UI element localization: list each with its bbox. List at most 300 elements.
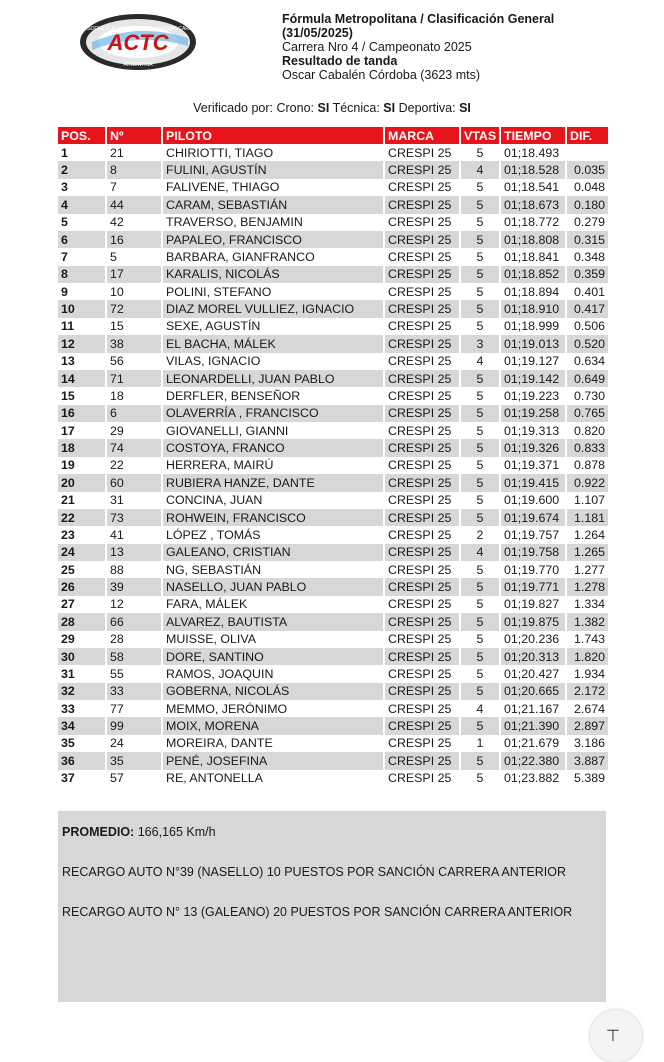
document-date: (31/05/2025)	[282, 26, 353, 40]
cell-vtas: 5	[460, 283, 500, 300]
cell-tiempo: 01;18.528	[500, 161, 566, 178]
cell-num: 55	[106, 665, 162, 682]
cell-vtas: 5	[460, 596, 500, 613]
cell-marca: CRESPI 25	[384, 526, 460, 543]
cell-marca: CRESPI 25	[384, 631, 460, 648]
table-row	[58, 648, 608, 665]
cell-tiempo: 01;18.808	[500, 231, 566, 248]
cell-marca: CRESPI 25	[384, 752, 460, 769]
cell-pos: 30	[58, 648, 106, 665]
cell-marca: CRESPI 25	[384, 544, 460, 561]
cell-dif: 0.417	[566, 300, 608, 317]
cell-num: 18	[106, 387, 162, 404]
cell-num: 31	[106, 492, 162, 509]
cell-tiempo: 01;21.679	[500, 735, 566, 752]
cell-pos: 1	[58, 144, 106, 161]
cell-num: 16	[106, 231, 162, 248]
cell-pos: 25	[58, 561, 106, 578]
cell-marca: CRESPI 25	[384, 179, 460, 196]
cell-tiempo: 01;22.380	[500, 752, 566, 769]
table-row	[58, 596, 608, 613]
cell-tiempo: 01;21.390	[500, 717, 566, 734]
cell-dif: 0.180	[566, 196, 608, 213]
cell-vtas: 5	[460, 474, 500, 491]
cell-tiempo: 01;19.875	[500, 613, 566, 630]
cell-pos: 12	[58, 335, 106, 352]
cell-pos: 10	[58, 300, 106, 317]
cell-pos: 17	[58, 422, 106, 439]
cell-pos: 11	[58, 318, 106, 335]
table-row	[58, 214, 608, 231]
cell-marca: CRESPI 25	[384, 457, 460, 474]
recargo-note-2: RECARGO AUTO N° 13 (GALEANO) 20 PUESTOS POR SANCIÓN CARRERA ANTERIOR	[62, 905, 573, 919]
cell-vtas: 5	[460, 717, 500, 734]
cell-pos: 6	[58, 231, 106, 248]
cell-marca: CRESPI 25	[384, 613, 460, 630]
cell-vtas: 4	[460, 353, 500, 370]
cell-vtas: 5	[460, 457, 500, 474]
table-row	[58, 683, 608, 700]
cell-piloto: RAMOS, JOAQUIN	[162, 665, 384, 682]
cell-dif: 0.730	[566, 387, 608, 404]
table-row	[58, 179, 608, 196]
cell-num: 6	[106, 405, 162, 422]
cell-piloto: DORE, SANTINO	[162, 648, 384, 665]
cell-dif: 0.520	[566, 335, 608, 352]
cell-marca: CRESPI 25	[384, 717, 460, 734]
cell-vtas: 5	[460, 422, 500, 439]
cell-piloto: MEMMO, JERÓNIMO	[162, 700, 384, 717]
cell-marca: CRESPI 25	[384, 578, 460, 595]
cell-dif: 1.382	[566, 613, 608, 630]
cell-piloto: MOIX, MORENA	[162, 717, 384, 734]
table-row	[58, 422, 608, 439]
cell-dif: 1.107	[566, 492, 608, 509]
cell-pos: 14	[58, 370, 106, 387]
cell-vtas: 5	[460, 631, 500, 648]
cell-marca: CRESPI 25	[384, 700, 460, 717]
cell-dif: 0.634	[566, 353, 608, 370]
cell-tiempo: 01;20.427	[500, 665, 566, 682]
cell-vtas: 5	[460, 266, 500, 283]
cell-piloto: HERRERA, MAIRÚ	[162, 457, 384, 474]
cell-marca: CRESPI 25	[384, 735, 460, 752]
cell-num: 66	[106, 613, 162, 630]
cell-dif: 1.264	[566, 526, 608, 543]
svg-text:ASOCIACION CORREDORES TURISMO: ASOCIACION CORREDORES TURISMO CARRETERA	[84, 26, 210, 32]
cell-vtas: 5	[460, 405, 500, 422]
cell-num: 60	[106, 474, 162, 491]
cell-pos: 22	[58, 509, 106, 526]
cell-num: 57	[106, 770, 162, 787]
cell-vtas: 5	[460, 683, 500, 700]
cell-pos: 18	[58, 439, 106, 456]
race-info: Carrera Nro 4 / Campeonato 2025	[282, 40, 472, 54]
cell-piloto: NG, SEBASTIÁN	[162, 561, 384, 578]
cell-dif: 0.649	[566, 370, 608, 387]
cell-tiempo: 01;19.013	[500, 335, 566, 352]
table-row	[58, 544, 608, 561]
cell-tiempo: 01;18.894	[500, 283, 566, 300]
cell-dif: 1.277	[566, 561, 608, 578]
cell-num: 28	[106, 631, 162, 648]
cell-dif: 2.897	[566, 717, 608, 734]
cell-num: 56	[106, 353, 162, 370]
cell-pos: 4	[58, 196, 106, 213]
cell-pos: 23	[58, 526, 106, 543]
cell-vtas: 5	[460, 509, 500, 526]
cell-vtas: 4	[460, 700, 500, 717]
cell-piloto: NASELLO, JUAN PABLO	[162, 578, 384, 595]
recargo-note-1: RECARGO AUTO N°39 (NASELLO) 10 PUESTOS POR SANCIÓN CARRERA ANTERIOR	[62, 865, 566, 879]
cell-piloto: KARALIS, NICOLÁS	[162, 266, 384, 283]
table-row	[58, 231, 608, 248]
cell-vtas: 5	[460, 144, 500, 161]
cell-dif: 3.887	[566, 752, 608, 769]
cell-piloto: FARA, MÁLEK	[162, 596, 384, 613]
cell-tiempo: 01;19.371	[500, 457, 566, 474]
cell-vtas: 5	[460, 318, 500, 335]
cell-dif: 1.820	[566, 648, 608, 665]
cell-piloto: LÓPEZ , TOMÁS	[162, 526, 384, 543]
table-row	[58, 561, 608, 578]
cell-marca: CRESPI 25	[384, 474, 460, 491]
cell-marca: CRESPI 25	[384, 335, 460, 352]
cell-num: 99	[106, 717, 162, 734]
cell-tiempo: 01;18.841	[500, 248, 566, 265]
cell-piloto: CONCINA, JUAN	[162, 492, 384, 509]
cell-pos: 5	[58, 214, 106, 231]
cell-pos: 36	[58, 752, 106, 769]
table-row	[58, 300, 608, 317]
cell-pos: 2	[58, 161, 106, 178]
cell-num: 41	[106, 526, 162, 543]
cell-vtas: 5	[460, 770, 500, 787]
cell-num: 73	[106, 509, 162, 526]
cell-pos: 28	[58, 613, 106, 630]
cell-pos: 31	[58, 665, 106, 682]
svg-text:ACTC: ACTC	[107, 30, 169, 55]
cell-tiempo: 01;19.223	[500, 387, 566, 404]
cell-vtas: 5	[460, 492, 500, 509]
cell-num: 39	[106, 578, 162, 595]
table-row	[58, 492, 608, 509]
cell-dif: 5.389	[566, 770, 608, 787]
cell-vtas: 5	[460, 248, 500, 265]
table-row	[58, 318, 608, 335]
cell-pos: 35	[58, 735, 106, 752]
cell-vtas: 2	[460, 526, 500, 543]
cell-tiempo: 01;20.665	[500, 683, 566, 700]
col-header-piloto: PILOTO	[162, 127, 384, 144]
cell-marca: CRESPI 25	[384, 353, 460, 370]
cell-dif: 0.315	[566, 231, 608, 248]
cell-dif: 2.674	[566, 700, 608, 717]
table-row	[58, 700, 608, 717]
cell-tiempo: 01;18.541	[500, 179, 566, 196]
cell-vtas: 5	[460, 561, 500, 578]
cell-num: 44	[106, 196, 162, 213]
table-row	[58, 161, 608, 178]
table-row	[58, 335, 608, 352]
cell-dif: 0.765	[566, 405, 608, 422]
cell-dif: 0.348	[566, 248, 608, 265]
cell-tiempo: 01;19.674	[500, 509, 566, 526]
cell-marca: CRESPI 25	[384, 422, 460, 439]
cell-tiempo: 01;19.142	[500, 370, 566, 387]
table-row	[58, 735, 608, 752]
cell-dif: 0.820	[566, 422, 608, 439]
document-header	[282, 12, 554, 82]
cell-pos: 16	[58, 405, 106, 422]
table-row	[58, 613, 608, 630]
cell-tiempo: 01;18.852	[500, 266, 566, 283]
cell-dif: 1.934	[566, 665, 608, 682]
cell-num: 33	[106, 683, 162, 700]
col-header-marca: MARCA	[384, 127, 460, 144]
cell-dif: 1.278	[566, 578, 608, 595]
cell-num: 8	[106, 161, 162, 178]
table-header-row	[58, 127, 608, 144]
cell-num: 21	[106, 144, 162, 161]
col-header-vtas: VTAS	[460, 127, 500, 144]
cell-tiempo: 01;19.771	[500, 578, 566, 595]
cell-vtas: 5	[460, 578, 500, 595]
col-header-tiempo: TIEMPO	[500, 127, 566, 144]
cell-piloto: GALEANO, CRISTIAN	[162, 544, 384, 561]
cell-num: 15	[106, 318, 162, 335]
col-header-pos: POS.	[58, 127, 106, 144]
cell-dif: 0.035	[566, 161, 608, 178]
cell-marca: CRESPI 25	[384, 248, 460, 265]
cell-vtas: 5	[460, 613, 500, 630]
table-row	[58, 387, 608, 404]
floating-action-button[interactable]	[590, 1010, 642, 1062]
cell-num: 12	[106, 596, 162, 613]
cell-marca: CRESPI 25	[384, 283, 460, 300]
cell-marca: CRESPI 25	[384, 144, 460, 161]
cell-pos: 15	[58, 387, 106, 404]
cell-piloto: POLINI, STEFANO	[162, 283, 384, 300]
cell-vtas: 1	[460, 735, 500, 752]
cell-pos: 26	[58, 578, 106, 595]
cell-piloto: CARAM, SEBASTIÁN	[162, 196, 384, 213]
cell-marca: CRESPI 25	[384, 770, 460, 787]
cell-dif: 1.265	[566, 544, 608, 561]
cell-vtas: 5	[460, 648, 500, 665]
table-row	[58, 665, 608, 682]
cell-tiempo: 01;18.673	[500, 196, 566, 213]
cell-vtas: 5	[460, 387, 500, 404]
cell-pos: 29	[58, 631, 106, 648]
cell-piloto: GOBERNA, NICOLÁS	[162, 683, 384, 700]
cell-marca: CRESPI 25	[384, 266, 460, 283]
table-row	[58, 509, 608, 526]
cell-tiempo: 01;19.600	[500, 492, 566, 509]
cell-piloto: LEONARDELLI, JUAN PABLO	[162, 370, 384, 387]
cell-vtas: 5	[460, 439, 500, 456]
cell-marca: CRESPI 25	[384, 370, 460, 387]
cell-vtas: 4	[460, 161, 500, 178]
cell-num: 74	[106, 439, 162, 456]
table-row	[58, 196, 608, 213]
table-row	[58, 770, 608, 787]
cell-num: 88	[106, 561, 162, 578]
cell-piloto: OLAVERRÍA , FRANCISCO	[162, 405, 384, 422]
cell-marca: CRESPI 25	[384, 231, 460, 248]
table-row	[58, 578, 608, 595]
cell-pos: 3	[58, 179, 106, 196]
cell-dif: 0.359	[566, 266, 608, 283]
document-title: Fórmula Metropolitana / Clasificación General	[282, 12, 555, 26]
cell-vtas: 5	[460, 370, 500, 387]
cell-num: 17	[106, 266, 162, 283]
cell-num: 38	[106, 335, 162, 352]
cell-pos: 37	[58, 770, 106, 787]
table-row	[58, 370, 608, 387]
cell-piloto: RUBIERA HANZE, DANTE	[162, 474, 384, 491]
cell-tiempo: 01;20.236	[500, 631, 566, 648]
cell-dif: 0.506	[566, 318, 608, 335]
cell-dif: 0.833	[566, 439, 608, 456]
cell-marca: CRESPI 25	[384, 665, 460, 682]
cell-piloto: CHIRIOTTI, TIAGO	[162, 144, 384, 161]
cell-pos: 7	[58, 248, 106, 265]
cell-dif: 0.401	[566, 283, 608, 300]
cell-marca: CRESPI 25	[384, 214, 460, 231]
cell-dif: 1.334	[566, 596, 608, 613]
cell-vtas: 5	[460, 214, 500, 231]
cell-num: 10	[106, 283, 162, 300]
cell-tiempo: 01;19.313	[500, 422, 566, 439]
cell-tiempo: 01;19.127	[500, 353, 566, 370]
cell-vtas: 4	[460, 544, 500, 561]
svg-text:ARGENTINA: ARGENTINA	[123, 62, 153, 68]
promedio-line	[62, 825, 602, 839]
track-info: Oscar Cabalén Córdoba (3623 mts)	[282, 68, 481, 82]
cell-pos: 27	[58, 596, 106, 613]
cell-tiempo: 01;20.313	[500, 648, 566, 665]
cell-num: 5	[106, 248, 162, 265]
cell-vtas: 5	[460, 179, 500, 196]
cell-piloto: SEXE, AGUSTÍN	[162, 318, 384, 335]
table-row	[58, 457, 608, 474]
cell-piloto: PENÉ, JOSEFINA	[162, 752, 384, 769]
cell-pos: 34	[58, 717, 106, 734]
col-header-dif: DIF.	[566, 127, 608, 144]
cell-vtas: 5	[460, 752, 500, 769]
cell-piloto: TRAVERSO, BENJAMIN	[162, 214, 384, 231]
cell-piloto: COSTOYA, FRANCO	[162, 439, 384, 456]
table-row	[58, 353, 608, 370]
cell-marca: CRESPI 25	[384, 300, 460, 317]
cell-tiempo: 01;19.827	[500, 596, 566, 613]
cell-tiempo: 01;19.770	[500, 561, 566, 578]
cell-marca: CRESPI 25	[384, 509, 460, 526]
cell-piloto: FULINI, AGUSTÍN	[162, 161, 384, 178]
cell-marca: CRESPI 25	[384, 648, 460, 665]
cell-dif: 0.048	[566, 179, 608, 196]
cell-piloto: VILAS, IGNACIO	[162, 353, 384, 370]
table-row	[58, 526, 608, 543]
promedio-value: 166,165 Km/h	[137, 825, 216, 839]
cell-dif: 0.279	[566, 214, 608, 231]
cell-num: 72	[106, 300, 162, 317]
cell-tiempo: 01;19.758	[500, 544, 566, 561]
verification-line: Verificado por: Crono: SI Técnica: SI Deportiva: SI	[193, 101, 471, 115]
cell-num: 35	[106, 752, 162, 769]
cell-marca: CRESPI 25	[384, 196, 460, 213]
cell-piloto: MUISSE, OLIVA	[162, 631, 384, 648]
cell-dif: 0.922	[566, 474, 608, 491]
cell-pos: 19	[58, 457, 106, 474]
table-row	[58, 144, 608, 161]
table-row	[58, 283, 608, 300]
cell-piloto: MOREIRA, DANTE	[162, 735, 384, 752]
cell-vtas: 5	[460, 231, 500, 248]
cell-marca: CRESPI 25	[384, 683, 460, 700]
table-row	[58, 631, 608, 648]
notes-box	[58, 811, 606, 1002]
cell-dif: 2.172	[566, 683, 608, 700]
table-row	[58, 405, 608, 422]
cell-dif: 1.181	[566, 509, 608, 526]
cell-piloto: ROHWEIN, FRANCISCO	[162, 509, 384, 526]
cell-pos: 9	[58, 283, 106, 300]
cell-num: 77	[106, 700, 162, 717]
cell-piloto: GIOVANELLI, GIANNI	[162, 422, 384, 439]
cell-num: 13	[106, 544, 162, 561]
cell-pos: 20	[58, 474, 106, 491]
cell-dif: 3.186	[566, 735, 608, 752]
cell-piloto: PAPALEO, FRANCISCO	[162, 231, 384, 248]
table-row	[58, 439, 608, 456]
cell-num: 58	[106, 648, 162, 665]
results-table	[58, 127, 608, 787]
cell-tiempo: 01;19.757	[500, 526, 566, 543]
cell-pos: 24	[58, 544, 106, 561]
cell-pos: 32	[58, 683, 106, 700]
cell-dif	[566, 144, 608, 161]
cell-marca: CRESPI 25	[384, 318, 460, 335]
cell-tiempo: 01;21.167	[500, 700, 566, 717]
table-row	[58, 474, 608, 491]
cell-tiempo: 01;18.493	[500, 144, 566, 161]
cell-tiempo: 01;18.772	[500, 214, 566, 231]
table-row	[58, 752, 608, 769]
cell-num: 22	[106, 457, 162, 474]
cell-marca: CRESPI 25	[384, 596, 460, 613]
cell-pos: 13	[58, 353, 106, 370]
results-body	[58, 144, 608, 787]
cell-marca: CRESPI 25	[384, 439, 460, 456]
cell-piloto: RE, ANTONELLA	[162, 770, 384, 787]
cell-vtas: 3	[460, 335, 500, 352]
cell-piloto: DIAZ MOREL VULLIEZ, IGNACIO	[162, 300, 384, 317]
cell-tiempo: 01;18.999	[500, 318, 566, 335]
col-header-num: Nº	[106, 127, 162, 144]
cell-marca: CRESPI 25	[384, 161, 460, 178]
cell-dif: 1.743	[566, 631, 608, 648]
cell-pos: 8	[58, 266, 106, 283]
cell-marca: CRESPI 25	[384, 561, 460, 578]
cell-tiempo: 01;19.258	[500, 405, 566, 422]
table-row	[58, 248, 608, 265]
cell-piloto: ALVAREZ, BAUTISTA	[162, 613, 384, 630]
table-row	[58, 717, 608, 734]
cell-tiempo: 01;19.415	[500, 474, 566, 491]
cell-vtas: 5	[460, 300, 500, 317]
